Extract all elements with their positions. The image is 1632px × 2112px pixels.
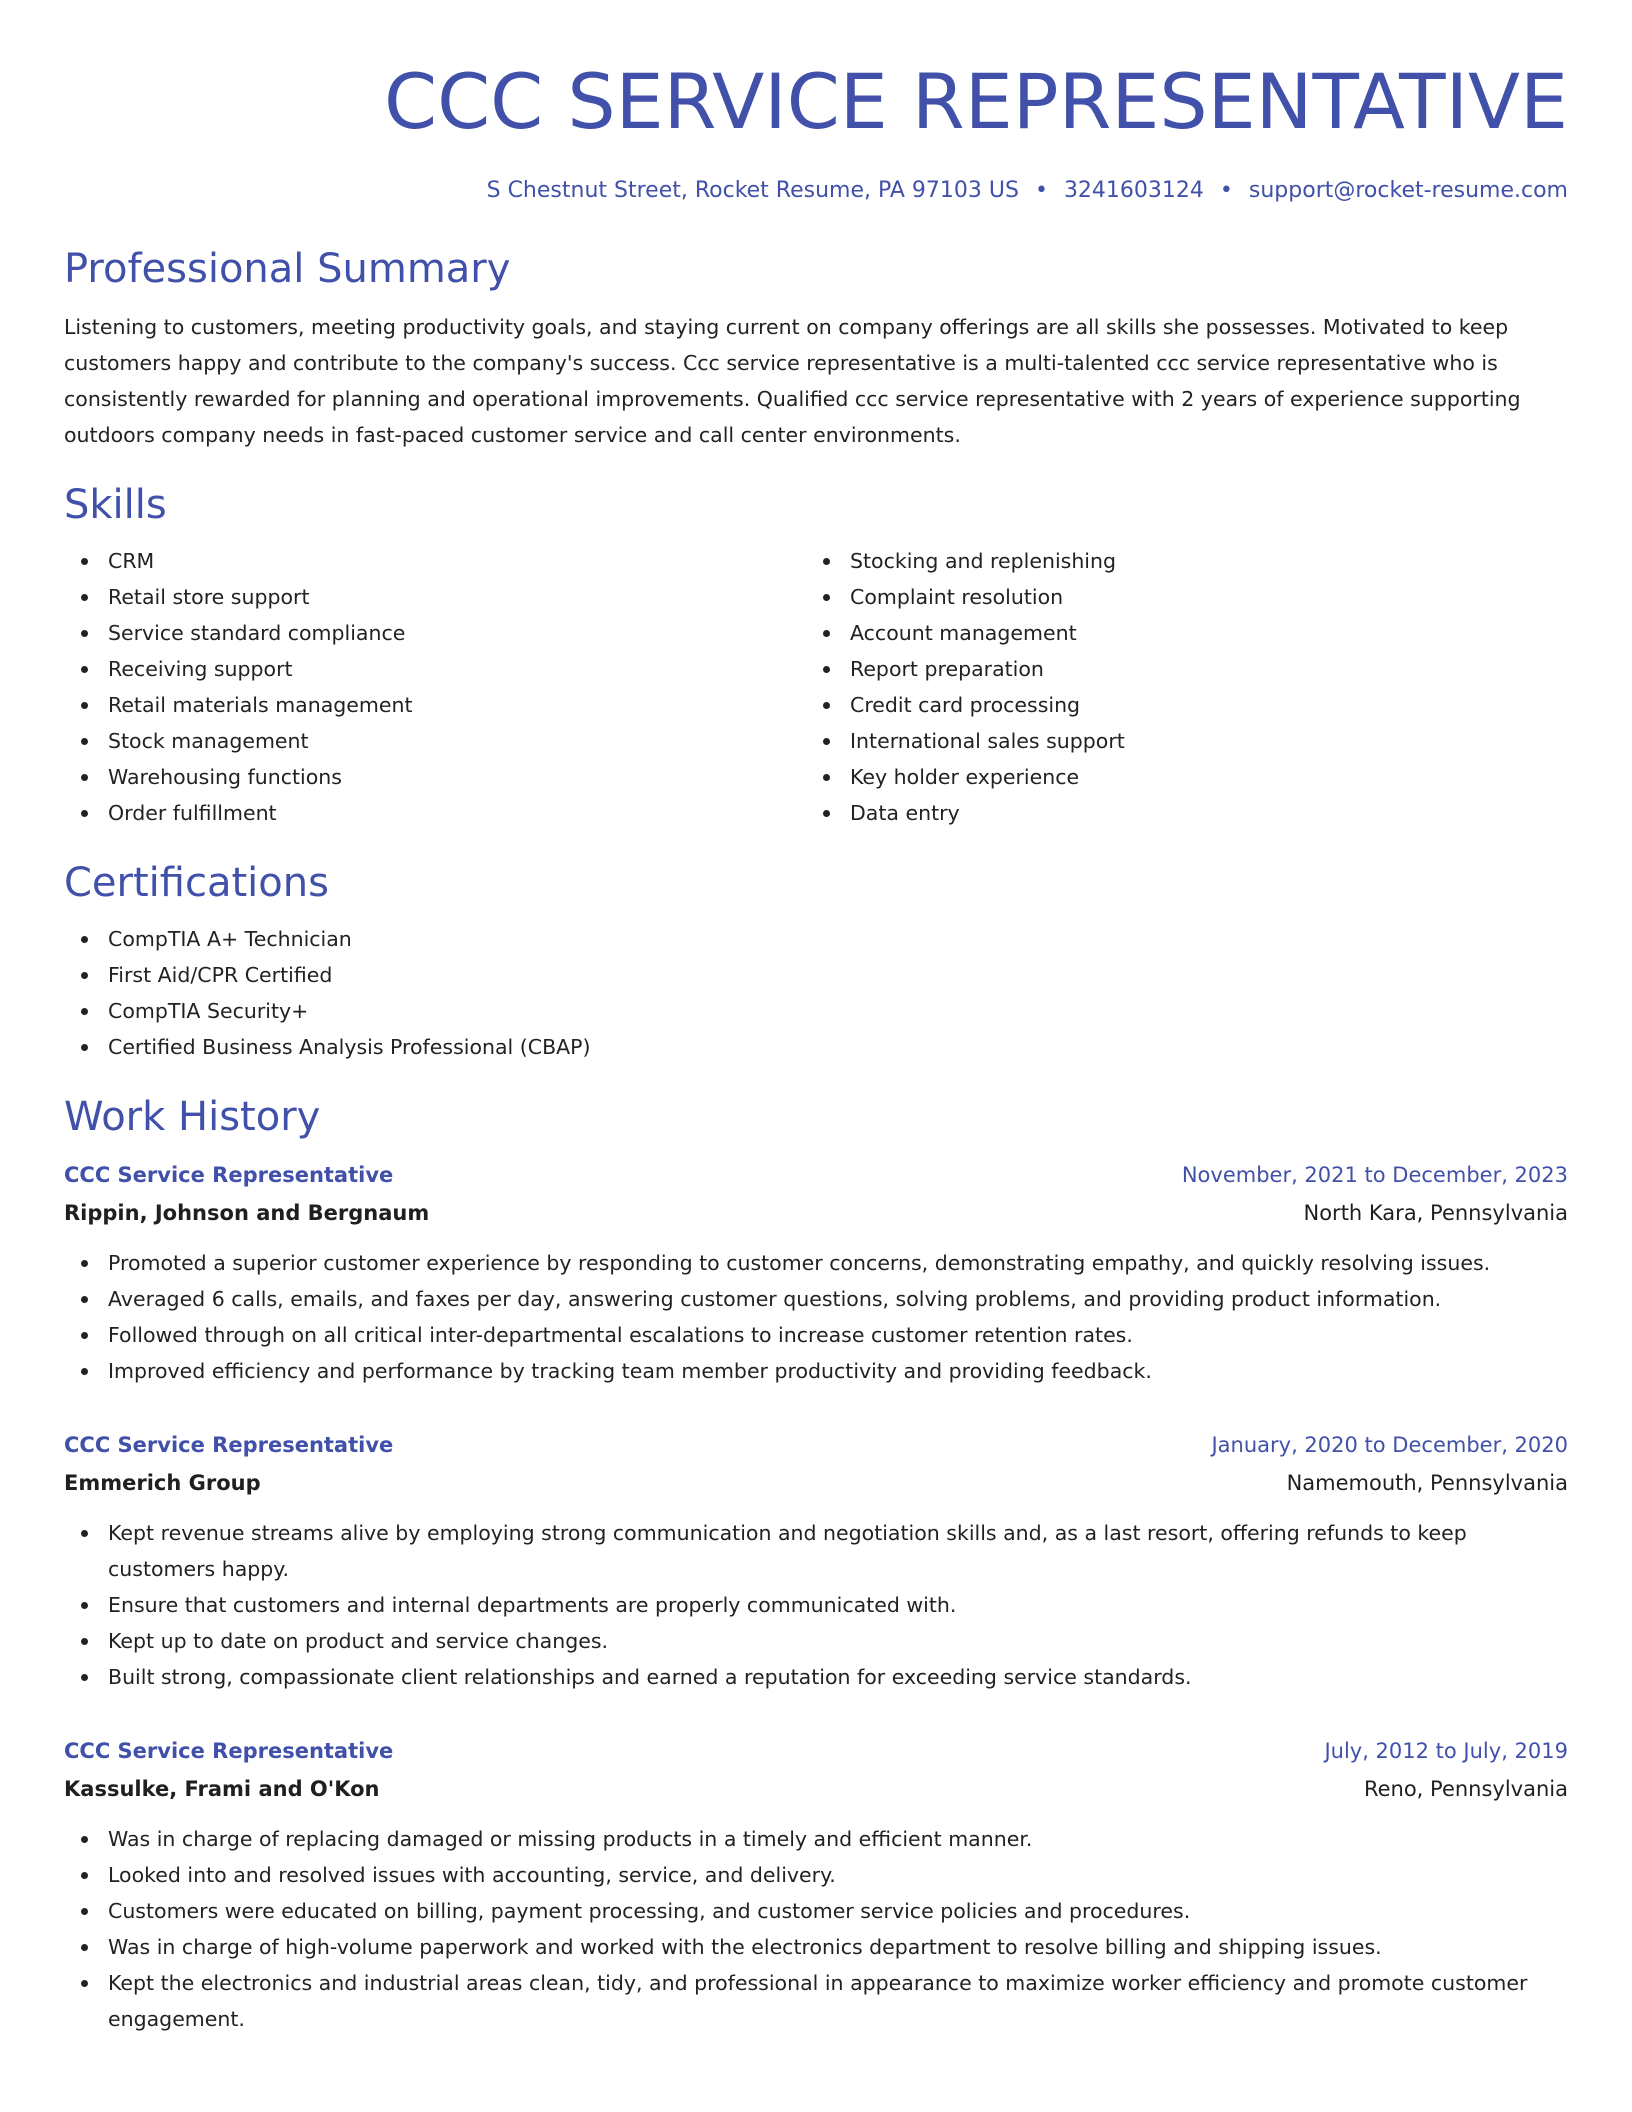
job-dates: January, 2020 to December, 2020 — [1211, 1433, 1568, 1457]
job-dates: July, 2012 to July, 2019 — [1324, 1739, 1568, 1763]
job-location: Reno, Pennsylvania — [1363, 1777, 1568, 1801]
job-company-row — [64, 1463, 1568, 1503]
job-bullet: Built strong, compassionate client relationships and earned a reputation for exceeding service standards. — [64, 1659, 1568, 1695]
job-company: Kassulke, Frami and O'Kon — [64, 1777, 380, 1801]
job-bullet: Customers were educated on billing, payment processing, and customer service policies and procedures. — [64, 1893, 1568, 1929]
job-title: CCC Service Representative — [64, 1163, 394, 1187]
certification-item: CompTIA A+ Technician — [64, 921, 1568, 957]
skills-list-right — [806, 543, 1548, 831]
skill-item: Key holder experience — [806, 759, 1548, 795]
skill-item: Report preparation — [806, 651, 1548, 687]
contact-line — [64, 176, 1568, 206]
job-company: Emmerich Group — [64, 1471, 261, 1495]
job-bullet: Followed through on all critical inter-departmental escalations to increase customer retention rates. — [64, 1317, 1568, 1353]
job-title: CCC Service Representative — [64, 1739, 394, 1763]
skill-item: Data entry — [806, 795, 1548, 831]
job-bullet: Looked into and resolved issues with accounting, service, and delivery. — [64, 1857, 1568, 1893]
contact-separator: • — [1034, 178, 1048, 203]
certification-item: CompTIA Security+ — [64, 993, 1568, 1029]
job-location: North Kara, Pennsylvania — [1303, 1201, 1568, 1225]
job-bullet: Promoted a superior customer experience by responding to customer concerns, demonstrating empathy, and quickly resolving issues. — [64, 1245, 1568, 1281]
job-title: CCC Service Representative — [64, 1433, 394, 1457]
skill-item: International sales support — [806, 723, 1548, 759]
skill-item: Retail store support — [64, 579, 806, 615]
work-history-heading: Work History — [64, 1094, 321, 1140]
certifications-heading: Certifications — [64, 860, 329, 906]
summary-heading: Professional Summary — [64, 246, 511, 292]
job-location: Namemouth, Pennsylvania — [1286, 1471, 1568, 1495]
job-company: Rippin, Johnson and Bergnaum — [64, 1201, 430, 1225]
skill-item: Retail materials management — [64, 687, 806, 723]
job-company-row — [64, 1193, 1568, 1233]
job-header-row — [64, 1427, 1568, 1463]
skill-item: Credit card processing — [806, 687, 1548, 723]
contact-email[interactable]: support@rocket-resume.com — [1248, 178, 1568, 203]
job-bullet: Was in charge of high-volume paperwork and worked with the electronics department to resolve billing and shipping issues. — [64, 1929, 1568, 1965]
job-entry — [64, 1157, 1568, 1389]
job-entry — [64, 1733, 1568, 2037]
contact-separator: • — [1219, 178, 1233, 203]
contact-address: S Chestnut Street, Rocket Resume, PA 97103 US — [486, 178, 1019, 203]
skill-item: Receiving support — [64, 651, 806, 687]
job-header-row — [64, 1157, 1568, 1193]
skill-item: Service standard compliance — [64, 615, 806, 651]
skill-item: Warehousing functions — [64, 759, 806, 795]
job-dates: November, 2021 to December, 2023 — [1181, 1163, 1568, 1187]
job-company-row — [64, 1769, 1568, 1809]
certification-item: Certified Business Analysis Professional (CBAP) — [64, 1029, 1568, 1065]
job-bullet-list — [64, 1515, 1568, 1695]
job-bullet: Kept up to date on product and service changes. — [64, 1623, 1568, 1659]
skills-list-left — [64, 543, 806, 831]
candidate-name: CCC SERVICE REPRESENTATIVE — [384, 57, 1568, 146]
job-header-row — [64, 1733, 1568, 1769]
job-bullet: Kept the electronics and industrial areas clean, tidy, and professional in appearance to maximize worker efficiency and promote customer engagement. — [64, 1965, 1568, 2037]
skills-columns — [64, 543, 1568, 831]
resume-page — [64, 0, 1568, 2037]
skill-item: Order fulfillment — [64, 795, 806, 831]
skill-item: Complaint resolution — [806, 579, 1548, 615]
job-bullet: Was in charge of replacing damaged or missing products in a timely and efficient manner. — [64, 1821, 1568, 1857]
contact-phone: 3241603124 — [1063, 178, 1204, 203]
skill-item: CRM — [64, 543, 806, 579]
skills-heading: Skills — [64, 482, 167, 528]
summary-text: Listening to customers, meeting productivity goals, and staying current on company offerings are all skills she possesses. Motivated to keep customers happy and contribute to the company's success. Ccc service representative is a multi-talented ccc service representative who is consistently rewarded for planning and operational improvements. Qualified ccc service representative with 2 years of experience supporting outdoors company needs in fast-paced customer service and call center environments. — [64, 315, 1521, 447]
job-bullet: Ensure that customers and internal departments are properly communicated with. — [64, 1587, 1568, 1623]
job-bullet: Improved efficiency and performance by tracking team member productivity and providing feedback. — [64, 1353, 1568, 1389]
certifications-list — [64, 921, 1568, 1065]
skill-item: Stocking and replenishing — [806, 543, 1548, 579]
certification-item: First Aid/CPR Certified — [64, 957, 1568, 993]
job-entry — [64, 1427, 1568, 1695]
skill-item: Stock management — [64, 723, 806, 759]
job-bullet: Averaged 6 calls, emails, and faxes per day, answering customer questions, solving problems, and providing product information. — [64, 1281, 1568, 1317]
skill-item: Account management — [806, 615, 1548, 651]
job-bullet: Kept revenue streams alive by employing strong communication and negotiation skills and, as a last resort, offering refunds to keep customers happy. — [64, 1515, 1568, 1587]
job-bullet-list — [64, 1245, 1568, 1389]
job-bullet-list — [64, 1821, 1568, 2037]
